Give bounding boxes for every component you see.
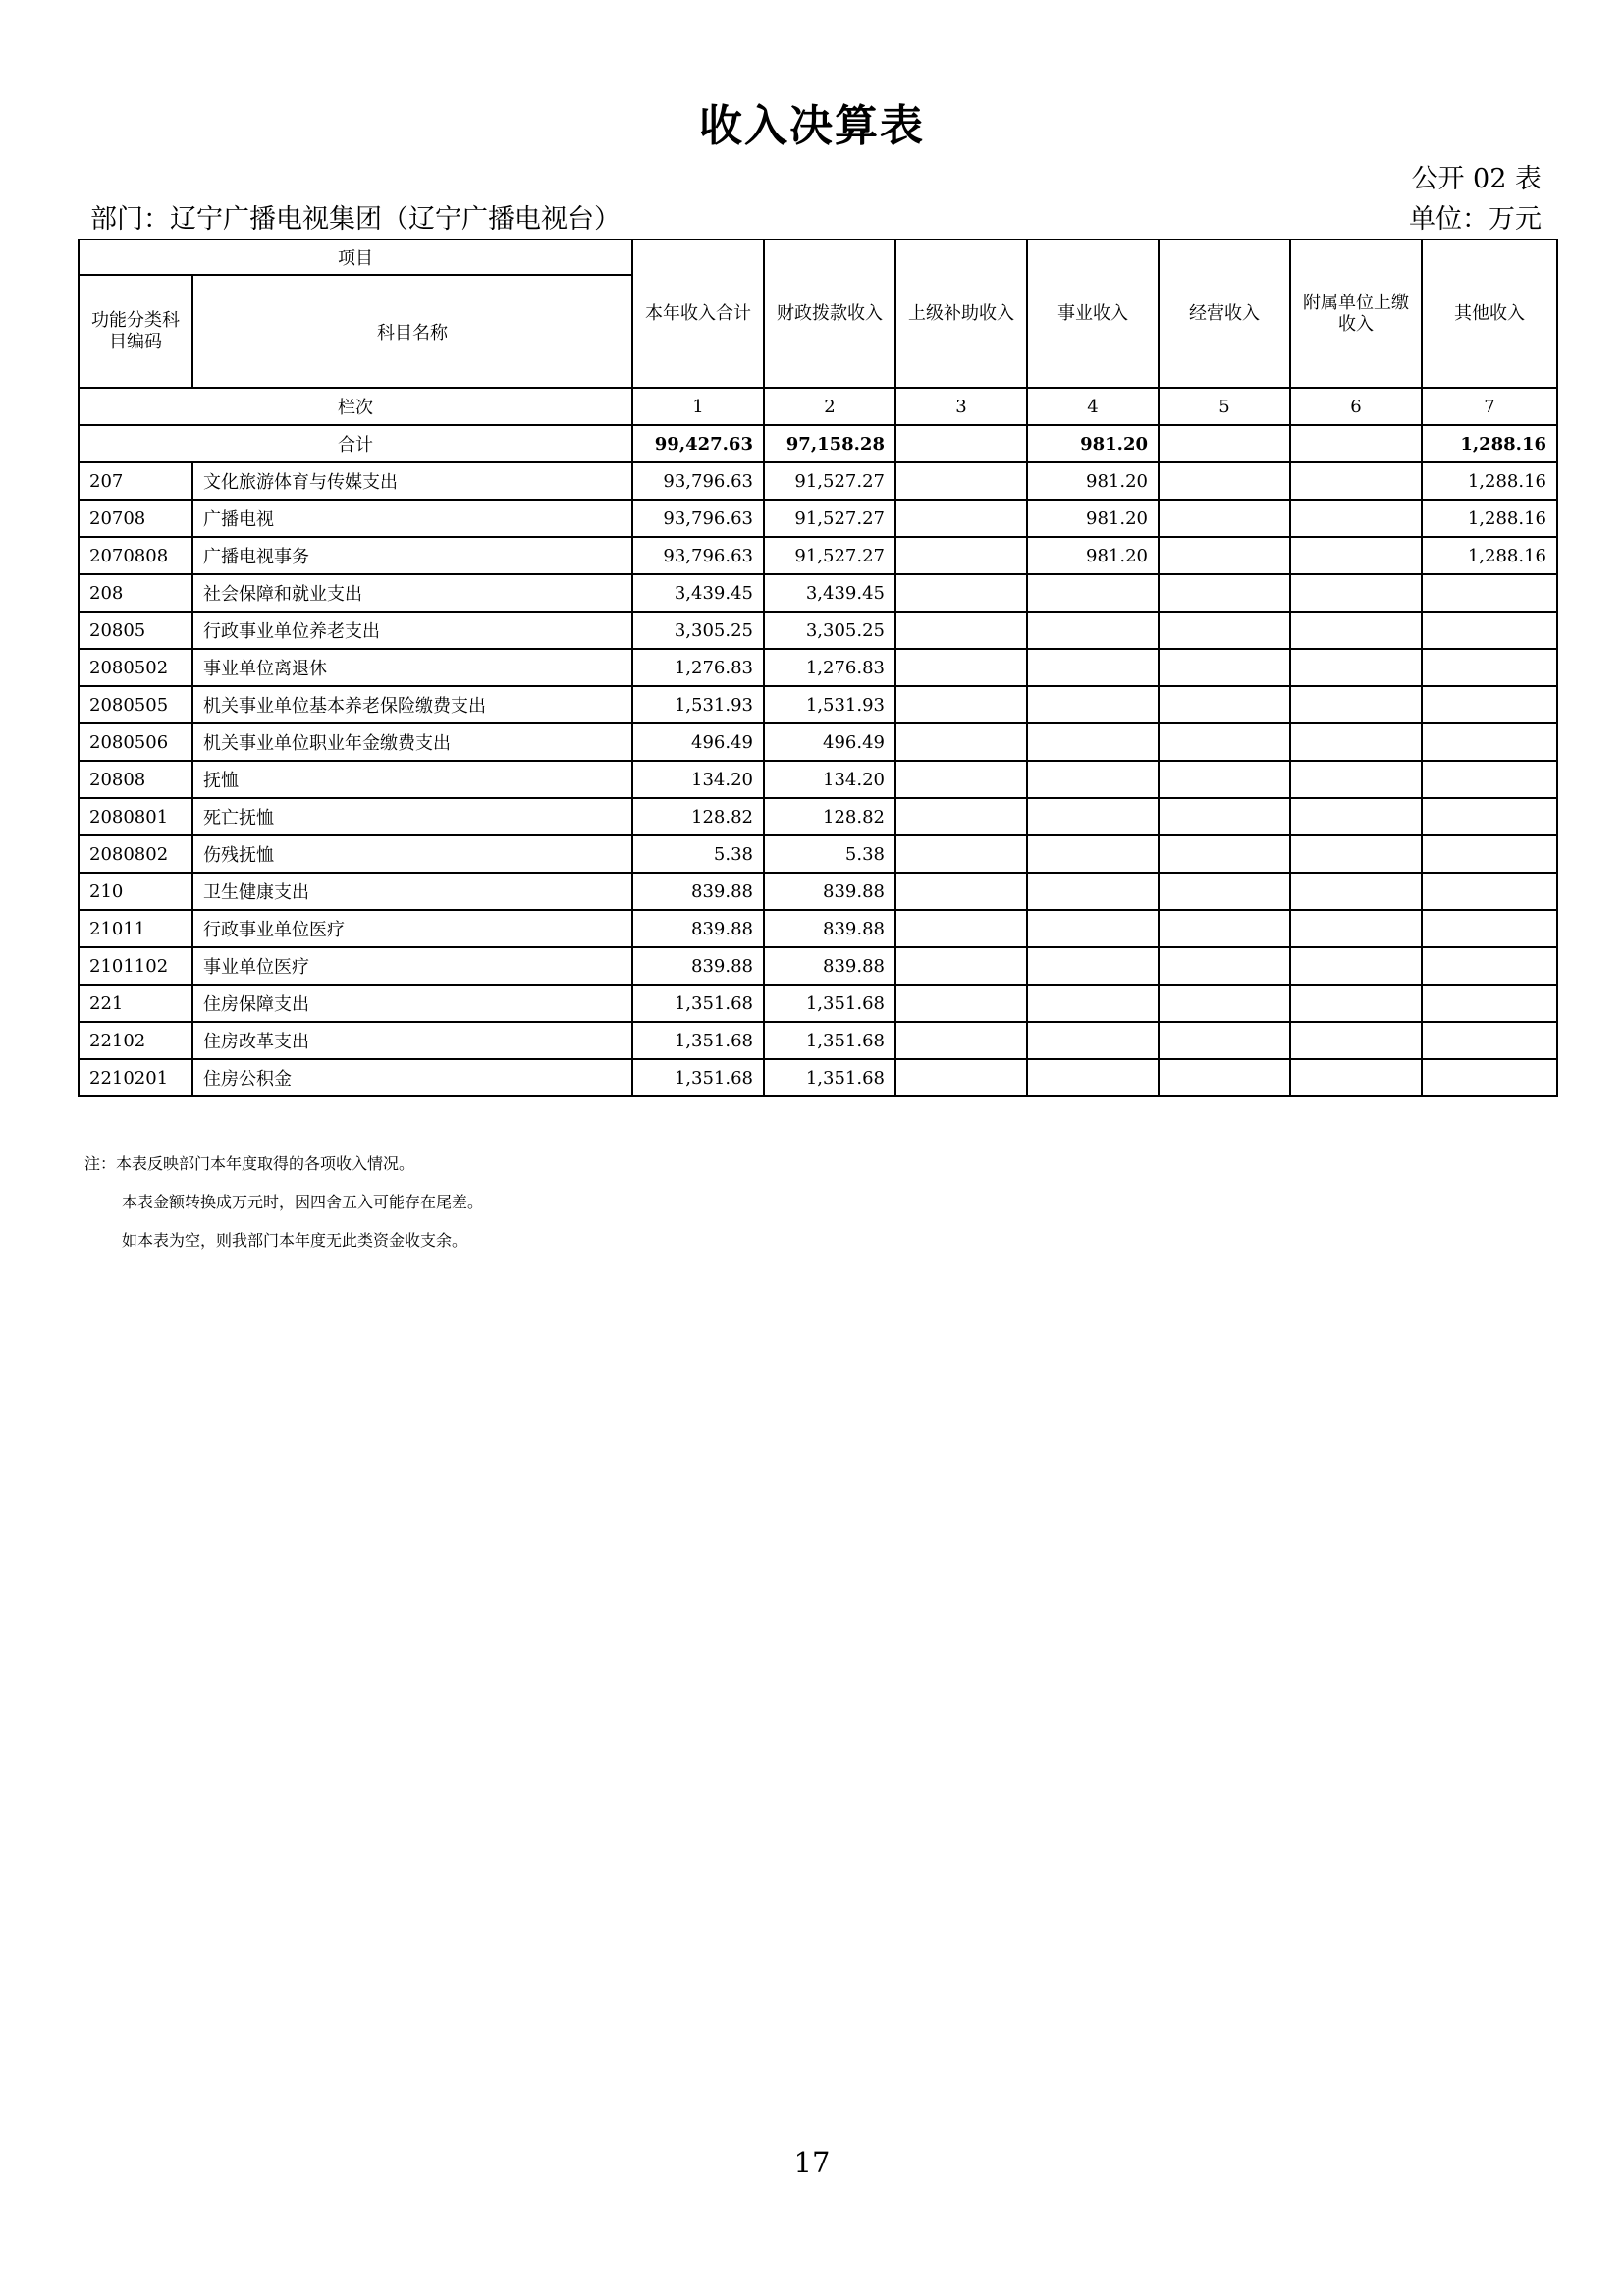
row-value: 1,351.68 — [632, 1059, 764, 1096]
row-code: 21011 — [79, 910, 192, 947]
header-col4: 事业收入 — [1027, 240, 1159, 388]
row-value — [895, 612, 1027, 649]
row-value — [1027, 686, 1159, 723]
row-value — [1290, 1022, 1422, 1059]
row-code: 20708 — [79, 500, 192, 537]
table-row — [79, 1022, 1557, 1059]
row-value: 1,276.83 — [764, 649, 895, 686]
row-value: 1,351.68 — [632, 1022, 764, 1059]
row-value: 3,305.25 — [632, 612, 764, 649]
row-name: 文化旅游体育与传媒支出 — [192, 462, 632, 500]
column-number: 1 — [632, 388, 764, 425]
row-value: 839.88 — [764, 947, 895, 985]
row-code: 208 — [79, 574, 192, 612]
row-value — [895, 835, 1027, 873]
row-value: 93,796.63 — [632, 537, 764, 574]
row-value — [1027, 1022, 1159, 1059]
row-value — [895, 649, 1027, 686]
table-row — [79, 686, 1557, 723]
row-name: 住房公积金 — [192, 1059, 632, 1096]
row-value — [1159, 537, 1290, 574]
row-value — [1422, 835, 1557, 873]
table-row — [79, 723, 1557, 761]
row-value — [1290, 612, 1422, 649]
total-value: 97,158.28 — [764, 425, 895, 462]
column-number: 6 — [1290, 388, 1422, 425]
row-value — [895, 537, 1027, 574]
table-row — [79, 537, 1557, 574]
column-number: 7 — [1422, 388, 1557, 425]
row-value — [895, 574, 1027, 612]
row-value — [895, 723, 1027, 761]
row-value — [1290, 574, 1422, 612]
total-value — [1159, 425, 1290, 462]
row-value — [1422, 1059, 1557, 1096]
row-value: 1,276.83 — [632, 649, 764, 686]
column-number-row — [79, 388, 1557, 425]
row-name: 广播电视事务 — [192, 537, 632, 574]
row-value — [1159, 873, 1290, 910]
row-code: 2080505 — [79, 686, 192, 723]
row-value — [1159, 462, 1290, 500]
total-value: 981.20 — [1027, 425, 1159, 462]
table-row — [79, 1059, 1557, 1096]
row-value — [1290, 761, 1422, 798]
header-col3: 上级补助收入 — [895, 240, 1027, 388]
row-value: 93,796.63 — [632, 462, 764, 500]
row-value: 128.82 — [632, 798, 764, 835]
row-value: 839.88 — [632, 873, 764, 910]
row-value — [1159, 947, 1290, 985]
note-line: 如本表为空，则我部门本年度无此类资金收支余。 — [122, 1231, 468, 1250]
row-value — [1027, 873, 1159, 910]
row-value — [1159, 612, 1290, 649]
row-name: 行政事业单位养老支出 — [192, 612, 632, 649]
row-value: 1,531.93 — [764, 686, 895, 723]
row-value — [1159, 985, 1290, 1022]
header-project: 项目 — [79, 240, 632, 275]
row-value — [1422, 1022, 1557, 1059]
row-value — [895, 1022, 1027, 1059]
row-value — [895, 462, 1027, 500]
row-value — [1027, 910, 1159, 947]
row-name: 事业单位离退休 — [192, 649, 632, 686]
row-name: 住房改革支出 — [192, 1022, 632, 1059]
row-value — [895, 761, 1027, 798]
row-value — [895, 985, 1027, 1022]
row-value — [1422, 761, 1557, 798]
row-code: 207 — [79, 462, 192, 500]
table-row — [79, 649, 1557, 686]
row-value — [1159, 1059, 1290, 1096]
column-number: 2 — [764, 388, 895, 425]
row-value — [1159, 649, 1290, 686]
row-value — [895, 910, 1027, 947]
table-row — [79, 798, 1557, 835]
row-code: 210 — [79, 873, 192, 910]
row-code: 2101102 — [79, 947, 192, 985]
total-value — [1290, 425, 1422, 462]
note-line: 本表金额转换成万元时，因四舍五入可能存在尾差。 — [122, 1193, 484, 1211]
column-number: 3 — [895, 388, 1027, 425]
header-col6: 附属单位上缴收入 — [1290, 240, 1422, 388]
row-name: 死亡抚恤 — [192, 798, 632, 835]
unit-label: 单位：万元 — [1409, 204, 1542, 235]
row-code: 221 — [79, 985, 192, 1022]
table-row — [79, 947, 1557, 985]
row-value: 1,351.68 — [764, 1059, 895, 1096]
row-value — [1027, 723, 1159, 761]
row-value — [1027, 1059, 1159, 1096]
row-value: 3,305.25 — [764, 612, 895, 649]
row-value — [1422, 985, 1557, 1022]
row-value: 91,527.27 — [764, 537, 895, 574]
row-value — [1290, 537, 1422, 574]
row-value — [1422, 947, 1557, 985]
row-value — [1027, 761, 1159, 798]
row-name: 广播电视 — [192, 500, 632, 537]
row-value: 981.20 — [1027, 462, 1159, 500]
row-value — [1159, 910, 1290, 947]
row-value — [1422, 612, 1557, 649]
row-value: 5.38 — [764, 835, 895, 873]
table-row — [79, 612, 1557, 649]
row-value — [1027, 835, 1159, 873]
row-value — [1159, 1022, 1290, 1059]
row-code: 20805 — [79, 612, 192, 649]
lanci-label: 栏次 — [79, 388, 632, 425]
row-value: 1,351.68 — [764, 1022, 895, 1059]
row-value: 839.88 — [632, 910, 764, 947]
row-value: 496.49 — [632, 723, 764, 761]
row-value — [1290, 500, 1422, 537]
column-number: 5 — [1159, 388, 1290, 425]
row-value — [895, 686, 1027, 723]
row-value — [895, 947, 1027, 985]
total-row — [79, 425, 1557, 462]
row-value: 839.88 — [632, 947, 764, 985]
row-value: 496.49 — [764, 723, 895, 761]
table-row — [79, 574, 1557, 612]
header-col1: 本年收入合计 — [632, 240, 764, 388]
page-title: 收入决算表 — [699, 101, 925, 151]
table-row — [79, 835, 1557, 873]
row-value: 1,351.68 — [764, 985, 895, 1022]
row-value — [1290, 985, 1422, 1022]
table-row — [79, 985, 1557, 1022]
row-value: 5.38 — [632, 835, 764, 873]
table-row — [79, 462, 1557, 500]
row-value: 1,351.68 — [632, 985, 764, 1022]
row-value: 1,288.16 — [1422, 537, 1557, 574]
row-name: 伤残抚恤 — [192, 835, 632, 873]
table-row — [79, 500, 1557, 537]
row-value — [1422, 723, 1557, 761]
row-value — [1290, 947, 1422, 985]
row-value — [1027, 649, 1159, 686]
column-number: 4 — [1027, 388, 1159, 425]
header-row-project — [79, 240, 1557, 275]
total-value: 1,288.16 — [1422, 425, 1557, 462]
row-value: 1,288.16 — [1422, 500, 1557, 537]
notes — [84, 1145, 483, 1259]
row-value — [1422, 649, 1557, 686]
row-value — [1290, 873, 1422, 910]
table-row — [79, 910, 1557, 947]
row-code: 2080502 — [79, 649, 192, 686]
row-value — [895, 500, 1027, 537]
row-name: 社会保障和就业支出 — [192, 574, 632, 612]
row-value — [1290, 723, 1422, 761]
row-name: 行政事业单位医疗 — [192, 910, 632, 947]
row-value: 3,439.45 — [632, 574, 764, 612]
row-code: 2070808 — [79, 537, 192, 574]
row-name: 机关事业单位职业年金缴费支出 — [192, 723, 632, 761]
row-code: 20808 — [79, 761, 192, 798]
row-value — [1159, 723, 1290, 761]
row-value — [1027, 612, 1159, 649]
row-value — [895, 873, 1027, 910]
income-table — [78, 239, 1558, 1097]
department-label: 部门：辽宁广播电视集团（辽宁广播电视台） — [90, 204, 621, 235]
note-line: 注：本表反映部门本年度取得的各项收入情况。 — [84, 1154, 415, 1173]
row-name: 卫生健康支出 — [192, 873, 632, 910]
row-value: 981.20 — [1027, 537, 1159, 574]
header-col7: 其他收入 — [1422, 240, 1557, 388]
row-name: 抚恤 — [192, 761, 632, 798]
header-col5: 经营收入 — [1159, 240, 1290, 388]
table-row — [79, 873, 1557, 910]
total-label: 合计 — [79, 425, 632, 462]
row-value — [1290, 910, 1422, 947]
row-value — [1027, 574, 1159, 612]
row-value — [1290, 1059, 1422, 1096]
row-value — [1422, 574, 1557, 612]
row-name: 机关事业单位基本养老保险缴费支出 — [192, 686, 632, 723]
page-number: 17 — [793, 2146, 831, 2179]
row-value — [1290, 462, 1422, 500]
row-value — [895, 1059, 1027, 1096]
row-value — [1422, 686, 1557, 723]
row-value — [1159, 574, 1290, 612]
row-value: 91,527.27 — [764, 462, 895, 500]
row-name: 住房保障支出 — [192, 985, 632, 1022]
row-value — [1290, 686, 1422, 723]
total-value: 99,427.63 — [632, 425, 764, 462]
header-name: 科目名称 — [192, 275, 632, 388]
row-value — [1159, 761, 1290, 798]
row-value: 134.20 — [632, 761, 764, 798]
row-value: 981.20 — [1027, 500, 1159, 537]
row-value — [1159, 686, 1290, 723]
row-name: 事业单位医疗 — [192, 947, 632, 985]
row-code: 22102 — [79, 1022, 192, 1059]
header-col2: 财政拨款收入 — [764, 240, 895, 388]
header-code: 功能分类科目编码 — [79, 275, 192, 388]
row-value — [1422, 798, 1557, 835]
row-value — [1422, 873, 1557, 910]
row-value — [1290, 798, 1422, 835]
row-value — [1027, 985, 1159, 1022]
row-value: 91,527.27 — [764, 500, 895, 537]
row-value — [1159, 798, 1290, 835]
row-value: 1,288.16 — [1422, 462, 1557, 500]
row-value: 3,439.45 — [764, 574, 895, 612]
row-value: 128.82 — [764, 798, 895, 835]
row-value — [1159, 500, 1290, 537]
table-number: 公开 02 表 — [1411, 164, 1542, 194]
row-value — [1290, 835, 1422, 873]
row-value: 134.20 — [764, 761, 895, 798]
row-value — [1290, 649, 1422, 686]
row-code: 2080801 — [79, 798, 192, 835]
row-value — [1027, 798, 1159, 835]
row-value: 839.88 — [764, 873, 895, 910]
row-value — [1422, 910, 1557, 947]
row-value: 1,531.93 — [632, 686, 764, 723]
row-code: 2080802 — [79, 835, 192, 873]
row-code: 2210201 — [79, 1059, 192, 1096]
row-value: 839.88 — [764, 910, 895, 947]
row-value — [1159, 835, 1290, 873]
table-row — [79, 761, 1557, 798]
row-value: 93,796.63 — [632, 500, 764, 537]
row-value — [1027, 947, 1159, 985]
row-code: 2080506 — [79, 723, 192, 761]
total-value — [895, 425, 1027, 462]
row-value — [895, 798, 1027, 835]
